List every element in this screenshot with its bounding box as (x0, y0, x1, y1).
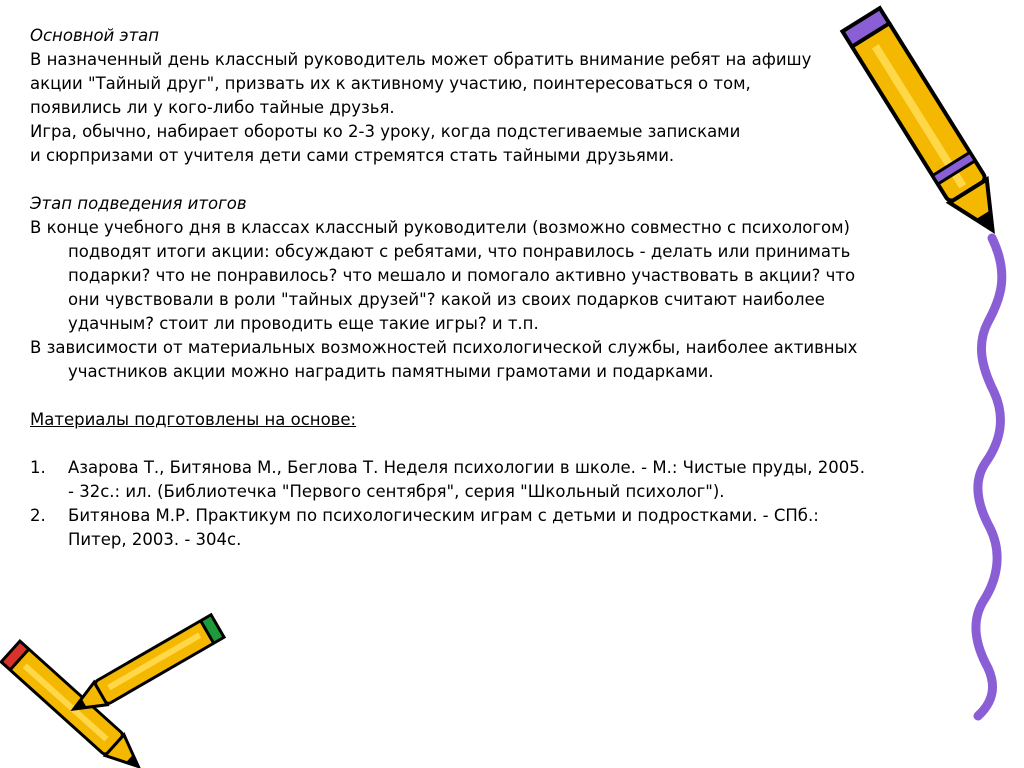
references-title: Материалы подготовлены на основе: (30, 410, 357, 429)
reference-item (30, 504, 970, 552)
summary-paragraph-line: участников акции можно наградить памятными грамотами и подарками. (68, 362, 714, 381)
reference-item (30, 456, 970, 504)
summary-paragraph-line: они чувствовали в роли "тайных друзей"? какой из своих подарков считают наиболее (68, 290, 825, 309)
slide-text (30, 24, 970, 552)
spacer (30, 432, 970, 456)
summary-paragraph-line: подводят итоги акции: обсуждают с ребятами, что понравилось - делать или принимать (68, 242, 851, 261)
reference-number: 2. (30, 506, 46, 525)
summary-paragraph-line: В зависимости от материальных возможностей психологической службы, наиболее активных (30, 338, 858, 357)
purple-squiggle-line (976, 238, 1002, 716)
reference-number: 1. (30, 458, 46, 477)
pencil-icon-bottom-left-green (67, 615, 224, 721)
reference-line: Питер, 2003. - 304с. (68, 530, 242, 549)
main-stage-line: акции "Тайный друг", призвать их к активному участию, поинтересоваться о том, (30, 74, 751, 93)
main-stage-line: В назначенный день классный руководитель может обратить внимание ребят на афишу (30, 50, 812, 69)
spacer (30, 168, 970, 192)
pencil-icon-bottom-left-red (1, 641, 148, 768)
reference-line: Азарова Т., Битянова М., Беглова Т. Неделя психологии в школе. - М.: Чистые пруды, 2005. (68, 458, 865, 477)
reference-line: - 32с.: ил. (Библиотечка "Первого сентября", серия "Школьный психолог"). (68, 482, 725, 501)
summary-paragraph-line: удачным? стоит ли проводить еще такие игры? и т.п. (68, 314, 539, 333)
main-stage-line: появились ли у кого-либо тайные друзья. (30, 98, 395, 117)
main-stage-title: Основной этап (30, 26, 160, 45)
spacer (30, 384, 970, 408)
main-stage-line: Игра, обычно, набирает обороты ко 2-3 уроку, когда подстегиваемые записками (30, 122, 741, 141)
summary-paragraph-line: В конце учебного дня в классах классный руководители (возможно совместно с психологом) (30, 218, 850, 237)
reference-line: Битянова М.Р. Практикум по психологическим играм с детьми и подростками. - СПб.: (68, 506, 819, 525)
main-stage-line: и сюрпризами от учителя дети сами стремятся стать тайными друзьями. (30, 146, 675, 165)
summary-stage-title: Этап подведения итогов (30, 194, 247, 213)
summary-paragraph-line: подарки? что не понравилось? что мешало и помогало активно участвовать в акции? что (68, 266, 856, 285)
